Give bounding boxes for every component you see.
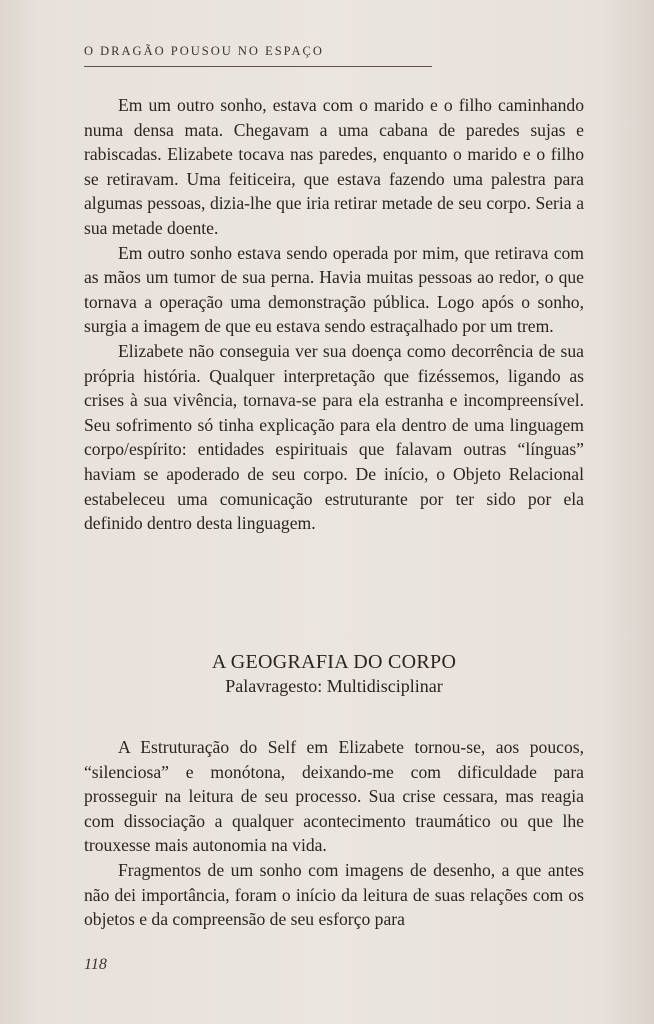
running-head: O DRAGÃO POUSOU NO ESPAÇO	[84, 44, 324, 58]
header-rule	[84, 66, 432, 67]
paragraph: Em outro sonho estava sendo operada por mim, que retirava com as mãos um tumor de sua perna. Havia muitas pessoas ao redor, o que tornava a operação uma demonstração pública. Logo após o sonho, surgia a imagem de que eu estava sendo estraçalhado por um trem.	[84, 242, 584, 337]
section-title: A GEOGRAFIA DO CORPO	[211, 651, 457, 673]
page-number: 118	[84, 956, 107, 973]
paragraph: Elizabete não conseguia ver sua doença como decorrência de sua própria história. Qualquer interpretação que fizéssemos, ligando as crises à sua vivência, tornava-se para ela estranha e incompreensível. Seu sofrimento só tinha explicação para ela dentro de uma linguagem corpo/espírito: entidades espirituais que falavam outras “línguas” haviam se apoderado de seu corpo. De início, o Objeto Relacional estabeleceu uma comunicação estruturante por ter sido por ela definido dentro desta linguagem.	[84, 340, 584, 534]
paragraph: Em um outro sonho, estava com o marido e o filho caminhando numa densa mata. Chegavam a uma cabana de paredes sujas e rabiscadas. Elizabete tocava nas paredes, enquanto o marido e o filho se retiravam. Uma feiticeira, que estava fazendo uma palestra para algumas pessoas, dizia-lhe que iria retirar metade de seu corpo. Seria a sua metade doente.	[84, 95, 584, 238]
section-subtitle: Palavragesto: Multidisciplinar	[225, 676, 443, 696]
body-text-before-section	[84, 93, 584, 536]
paragraph: Fragmentos de um sonho com imagens de desenho, a que antes não dei importância, foram o início da leitura de suas relações com os objetos e da compreensão de seu esforço para	[84, 859, 584, 930]
paragraph: A Estruturação do Self em Elizabete tornou-se, aos poucos, “silenciosa” e monótona, deixando-me com dificuldade para prosseguir na leitura de seu processo. Sua crise cessara, mas reagia com dissociação a qualquer acontecimento traumático ou que lhe trouxesse mais autonomia na vida.	[84, 737, 584, 856]
body-text-after-section	[84, 735, 584, 932]
